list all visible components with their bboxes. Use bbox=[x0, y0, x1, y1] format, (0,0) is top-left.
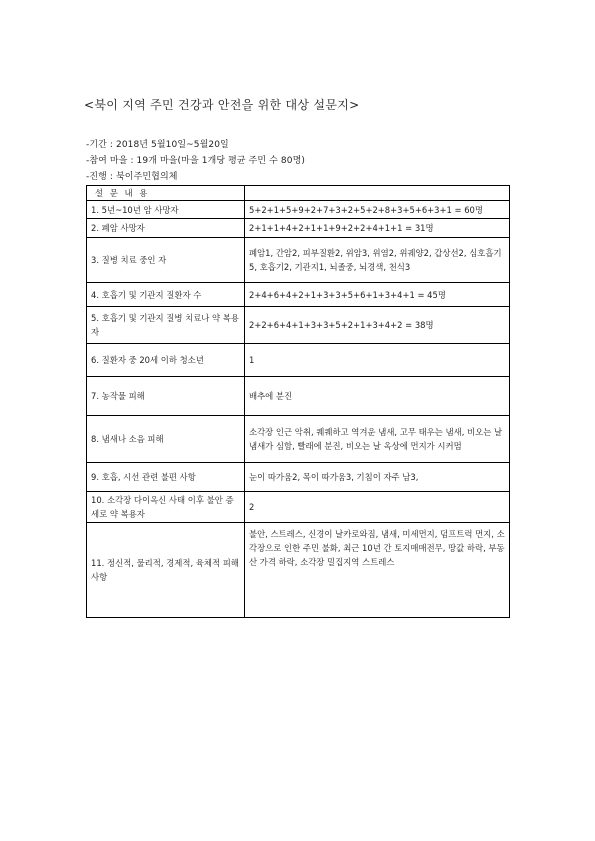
answer-cell: 2+4+6+4+2+1+3+3+5+6+1+3+4+1 = 45명 bbox=[245, 283, 510, 307]
table-row bbox=[87, 416, 510, 463]
question-cell: 2. 폐암 사망자 bbox=[87, 219, 245, 238]
table-row bbox=[87, 377, 510, 416]
table-row bbox=[87, 238, 510, 283]
answer-cell: 소각장 인근 악취, 퀘퀘하고 역겨운 냄새, 고무 태우는 냄새, 비오는 날 냄새가 심함, 빨래에 분진, 비오는 날 옥상에 먼지가 시커멈 bbox=[245, 416, 510, 463]
table-row bbox=[87, 463, 510, 492]
answer-cell: 2 bbox=[245, 492, 510, 523]
answer-cell: 배추에 분진 bbox=[245, 377, 510, 416]
question-cell: 10. 소각장 다이옥신 사태 이후 불안 증세로 약 복용자 bbox=[87, 492, 245, 523]
question-cell: 5. 호흡기 및 기관지 질병 치료나 약 복용자 bbox=[87, 307, 245, 344]
answer-cell: 2+1+1+4+2+1+1+9+2+2+4+1+1 = 31명 bbox=[245, 219, 510, 238]
document-title: <북이 지역 주민 건강과 안전을 위한 대상 설문지> bbox=[84, 98, 360, 112]
table-row bbox=[87, 219, 510, 238]
survey-period: -기간 : 2018년 5월10일~5월20일 bbox=[86, 140, 229, 150]
table-header-label: 설 문 내 용 bbox=[87, 186, 245, 201]
participating-villages: -참여 마을 : 19개 마을(마을 1개당 평균 주민 수 80명) bbox=[86, 156, 305, 166]
table-header-blank bbox=[245, 186, 510, 201]
answer-cell: 2+2+6+4+1+3+3+5+2+1+3+4+2 = 38명 bbox=[245, 307, 510, 344]
question-cell: 1. 5년~10년 암 사망자 bbox=[87, 201, 245, 219]
table-row bbox=[87, 307, 510, 344]
question-cell: 8. 냄새나 소음 피해 bbox=[87, 416, 245, 463]
table-row bbox=[87, 283, 510, 307]
question-cell: 7. 농작물 피해 bbox=[87, 377, 245, 416]
table-row bbox=[87, 344, 510, 377]
answer-cell: 5+2+1+5+9+2+7+3+2+5+2+8+3+5+6+3+1 = 60명 bbox=[245, 201, 510, 219]
table-row bbox=[87, 201, 510, 219]
table-row bbox=[87, 523, 510, 618]
question-cell: 4. 호흡기 및 기관지 질환자 수 bbox=[87, 283, 245, 307]
question-cell: 3. 질병 치료 중인 자 bbox=[87, 238, 245, 283]
table-row bbox=[87, 492, 510, 523]
survey-table bbox=[86, 185, 510, 618]
answer-cell: 불안, 스트레스, 신경이 날카로와짐, 냄새, 미세먼지, 덤프트럭 먼지, 소각장으로 인한 주민 불화, 최근 10년 간 토지매매전무, 땅값 하락, 부동산 가격 하락, 소각장 밀집지역 스트레스 bbox=[245, 523, 510, 618]
question-cell: 11. 정신적, 물리적, 경제적, 육체적 피해 사항 bbox=[87, 523, 245, 618]
table-header-row bbox=[87, 186, 510, 201]
answer-cell: 폐암1, 간암2, 피부질환2, 위암3, 위염2, 위궤양2, 갑상선2, 심호흡기5, 호흡기2, 기관지1, 뇌졸중, 뇌경색, 천식3 bbox=[245, 238, 510, 283]
question-cell: 9. 호흡, 시선 관련 불편 사항 bbox=[87, 463, 245, 492]
question-cell: 6. 질환자 중 20세 이하 청소년 bbox=[87, 344, 245, 377]
answer-cell: 1 bbox=[245, 344, 510, 377]
survey-organizer: -진행 : 북이주민협의체 bbox=[86, 172, 178, 182]
answer-cell: 눈이 따가움2, 목이 따가움3, 기침이 자주 남3, bbox=[245, 463, 510, 492]
